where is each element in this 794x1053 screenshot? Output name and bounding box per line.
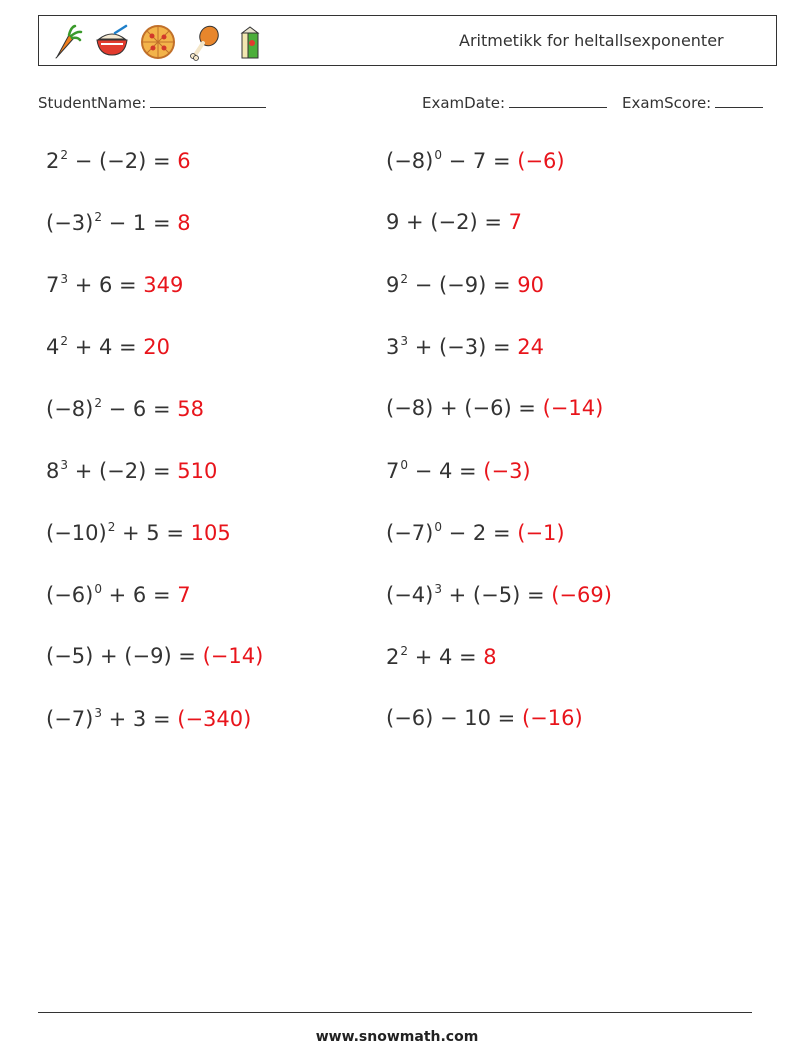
problem-expression: 9 + (−2) =	[386, 210, 509, 234]
problem-left-9	[46, 644, 263, 668]
exam-date-label: ExamDate:	[422, 94, 506, 112]
problem-expression: 9	[386, 273, 400, 297]
problem-expression: 3	[386, 335, 400, 359]
rice-bowl-icon	[93, 23, 131, 61]
problem-expression: 7	[46, 273, 60, 297]
answer: (−340)	[177, 707, 252, 731]
exponent: 2	[94, 396, 102, 410]
problem-left-3	[46, 272, 183, 297]
problem-operation: + (−3) =	[408, 335, 518, 359]
answer: (−69)	[551, 583, 612, 607]
exponent: 3	[434, 582, 442, 596]
exponent: 2	[60, 334, 69, 348]
student-name-field	[38, 93, 266, 112]
footer-divider	[38, 1012, 752, 1013]
problem-operation: + 5 =	[115, 521, 191, 545]
answer: (−6)	[517, 149, 565, 173]
problem-right-8	[386, 582, 612, 607]
answer: 24	[517, 335, 544, 359]
exponent: 2	[400, 644, 409, 658]
juice-carton-icon	[231, 23, 269, 61]
problem-operation: + 6 =	[68, 273, 144, 297]
problem-expression: 8	[46, 459, 60, 483]
problem-operation: + 6 =	[101, 583, 178, 607]
answer: (−16)	[521, 706, 583, 730]
problem-right-5	[386, 396, 603, 420]
problem-right-10	[386, 706, 583, 730]
problem-expression: 4	[46, 335, 60, 359]
exponent: 2	[60, 148, 69, 162]
problem-operation: − (−2) =	[68, 149, 178, 173]
exam-date-blank[interactable]	[509, 93, 607, 108]
student-name-blank[interactable]	[150, 93, 266, 108]
problem-right-2	[386, 210, 522, 234]
problem-operation: − 1 =	[101, 211, 178, 235]
pizza-icon	[139, 23, 177, 61]
problem-expression: (−4)	[386, 583, 434, 607]
exam-score-label: ExamScore:	[622, 94, 712, 112]
problem-left-8	[46, 582, 191, 607]
exponent: 3	[94, 706, 102, 720]
problem-operation: + 3 =	[101, 707, 178, 731]
exponent: 0	[434, 520, 442, 534]
problem-operation: + 4 =	[408, 645, 484, 669]
icon-row	[47, 22, 277, 62]
problem-operation: − (−9) =	[408, 273, 518, 297]
exam-score-blank[interactable]	[715, 93, 763, 108]
answer: 7	[177, 583, 191, 607]
problem-left-6	[46, 458, 217, 483]
answer: 510	[177, 459, 218, 483]
answer: 8	[177, 211, 191, 235]
problem-expression: (−8) + (−6) =	[386, 396, 543, 420]
problem-expression: (−5) + (−9) =	[46, 644, 203, 668]
answer: (−14)	[542, 396, 604, 420]
answer: 20	[143, 335, 171, 359]
answer: 7	[508, 210, 522, 234]
problem-left-2	[46, 210, 191, 235]
problem-left-5	[46, 396, 204, 421]
exponent: 2	[107, 520, 116, 534]
problem-left-10	[46, 706, 251, 731]
problem-expression: (−6)	[46, 583, 94, 607]
problem-expression: 7	[386, 459, 400, 483]
footer-url: www.snowmath.com	[315, 1029, 479, 1045]
answer: (−14)	[202, 644, 264, 668]
problem-left-4	[46, 334, 170, 359]
exponent: 3	[60, 272, 69, 286]
exam-score-field	[622, 93, 763, 112]
problem-operation: + (−2) =	[68, 459, 178, 483]
answer: 90	[517, 273, 544, 297]
worksheet-title: Aritmetikk for heltallsexponenter	[459, 31, 724, 50]
problem-expression: (−10)	[46, 521, 107, 545]
problem-expression: (−8)	[46, 397, 94, 421]
answer: (−1)	[517, 521, 565, 545]
problem-expression: (−6) − 10 =	[386, 706, 522, 730]
problem-right-6	[386, 458, 531, 483]
problem-right-3	[386, 272, 544, 297]
problem-right-1	[386, 148, 565, 173]
problem-expression: (−7)	[386, 521, 434, 545]
problem-left-7	[46, 520, 231, 545]
problem-operation: − 4 =	[408, 459, 484, 483]
answer: (−3)	[483, 459, 531, 483]
problem-right-7	[386, 520, 565, 545]
problem-expression: (−3)	[46, 211, 94, 235]
answer: 58	[177, 397, 204, 421]
problem-right-9	[386, 644, 497, 669]
problem-left-1	[46, 148, 191, 173]
exponent: 3	[400, 334, 409, 348]
answer: 6	[177, 149, 191, 173]
problem-operation: + 4 =	[68, 335, 144, 359]
problem-expression: (−7)	[46, 707, 94, 731]
chicken-leg-icon	[185, 23, 223, 61]
carrot-icon	[47, 23, 85, 61]
problem-operation: + (−5) =	[441, 583, 552, 607]
answer: 349	[143, 273, 184, 297]
exponent: 0	[434, 148, 442, 162]
problem-operation: − 7 =	[441, 149, 518, 173]
exponent: 2	[94, 210, 102, 224]
student-name-label: StudentName:	[38, 94, 147, 112]
exponent: 3	[60, 458, 69, 472]
answer: 105	[190, 521, 231, 545]
problem-operation: − 6 =	[101, 397, 178, 421]
problem-operation: − 2 =	[441, 521, 518, 545]
problem-expression: 2	[386, 645, 400, 669]
problem-right-4	[386, 334, 544, 359]
exponent: 0	[400, 458, 409, 472]
problem-expression: 2	[46, 149, 60, 173]
exponent: 0	[94, 582, 102, 596]
exam-date-field	[422, 93, 607, 112]
exponent: 2	[400, 272, 409, 286]
problem-expression: (−8)	[386, 149, 434, 173]
answer: 8	[483, 645, 497, 669]
header-box	[38, 15, 777, 66]
